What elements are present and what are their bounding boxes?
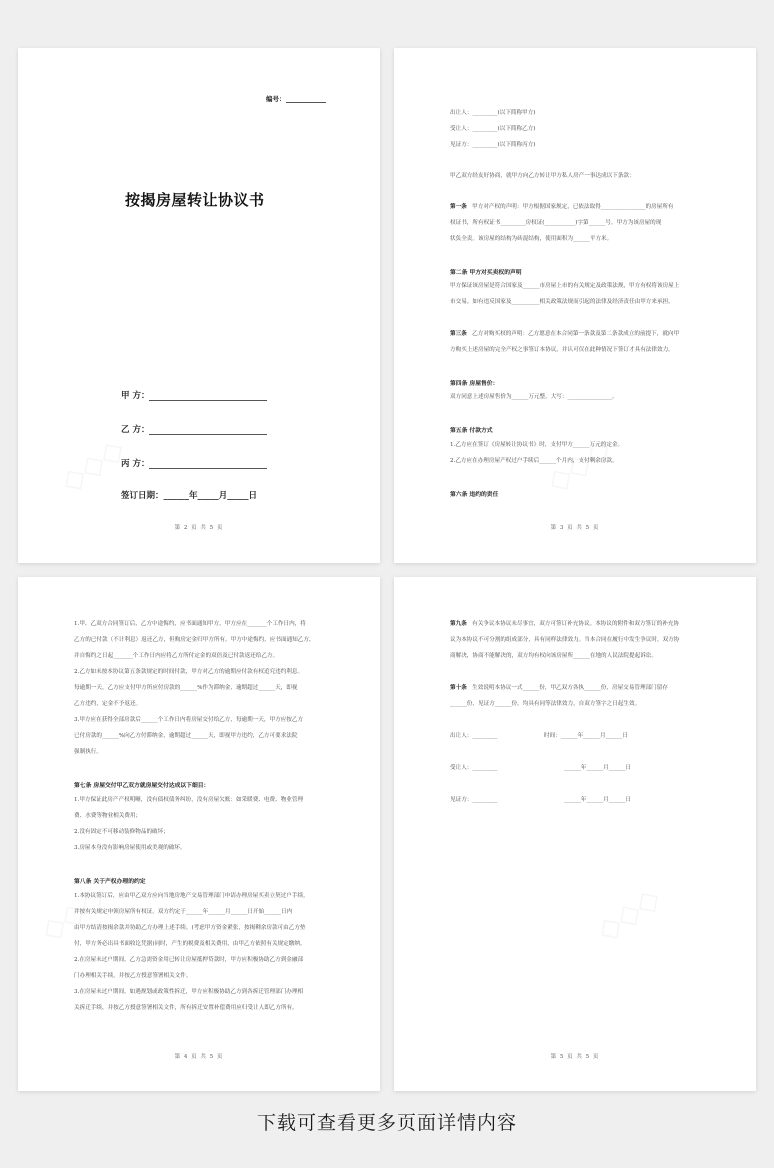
page-footer: 第 3 页 共 5 页 [550,525,600,531]
article-7-title: 第七条 房屋交付甲乙双方就房屋交付达成以下细目： [74,783,210,789]
article-9-line: 第九条 有关争议本协议未尽事宜，双方可签订补充协议。本协议的附件和双方签订的补充协 [450,621,680,627]
article-10-line: ______份，见证方______份，均具有同等法律效力，自双方签字之日起生效。 [450,701,641,707]
article-2-line: 甲方保证该房屋是符合国家及______市房屋上市的有关规定及政策法规，甲方有权将该房屋上 [450,283,680,289]
buyer-date: ______年______月______日 [564,765,632,771]
article-8-line: 门办理相关手续，并按乙方授意签署相关文件。 [74,973,192,979]
number-field: 编号： [266,92,326,103]
download-caption: 下载可查看更多页面详情内容 [256,1112,517,1134]
seller-date: 时间：______年______月______日 [544,733,628,739]
witness-date: ______年______月______日 [564,797,632,803]
party-b-field: 乙 方： [121,423,267,435]
page-footer: 第 2 页 共 5 页 [174,525,224,531]
article-9-line: 议为本协议不可分割的组成部分，具有同样法律效力。当本合同在履行中发生争议时，双方协 [450,637,680,643]
article-8-line: 关拆迁手续，并按乙方授意签署相关文件，所有拆迁安置补偿费用应归受让人即乙方所有。 [74,1005,298,1011]
article-7-line: 2.没有固定不可移动装修物品的破坏； [74,829,169,835]
article-8-line: 并按有关规定申领房屋所有权证。双方约定于______年______月______日开始______日内 [74,909,293,915]
paragraph-line: 强制执行。 [74,749,102,755]
party-a-field: 甲 方： [121,389,267,401]
article-8-line: 2.在房屋未过户期间，乙方急需资金用已转让房屋抵押贷款时，甲方应积极协助乙方到金融部 [74,957,304,963]
article-1-line: 状负全责。该房屋的结构为砖混结构，使用面积为______平方米。 [450,236,613,242]
buyer-signature: 受让人：_________ [450,765,498,771]
article-5-line: 1.乙方应在签订《房屋转让协议书》时，支付甲方______万元的定金。 [450,442,624,448]
article-8-line: 3.在房屋未过户期间，如遇规划或政策性拆迁，甲方应积极协助乙方到各拆迁管理部门办理相 [74,989,304,995]
document-page-cover [18,48,380,563]
seller-signature: 出让人：_________ [450,733,498,739]
article-2-line: 市交易。如有违反国家及__________相关政策法规而引起的法律及经济责任由甲方来承担。 [450,299,674,305]
document-page-4 [18,577,380,1091]
article-8-line: 付，甲方务必出具书面收讫凭据)同时，产生的税费及相关费用，由甲乙方依照有关规定缴纳。 [74,941,306,947]
paragraph-line: 已付房款的______%向乙方付滞纳金，逾期超过______天，即视甲方违约，乙方可要求法院 [74,733,298,739]
paragraph-line: 1.甲、乙双方合同签订后，乙方中途悔约，应书面通知甲方，甲方应在_______个工作日内，将 [74,621,306,627]
intro-paragraph: 甲乙双方经友好协商，就甲方向乙方转让甲方私人房产一事达成以下条款： [450,173,635,179]
page-footer: 第 5 页 共 5 页 [550,1054,600,1060]
party-c-field: 丙 方： [121,457,267,469]
article-8-line: 1.本协议签订后，应由甲乙双方应向当地房地产交易管理部门申请办理房屋买卖立契过户手续， [74,893,309,899]
article-4-title: 第四条 房屋售价： [450,381,499,387]
document-page-3 [394,48,756,563]
article-4-line: 双方同意上述房屋售价为______万元整，大写：________________。 [450,394,618,400]
page-footer: 第 4 页 共 5 页 [174,1054,224,1060]
seller-line: 出让人：_________(以下简称甲方) [450,110,536,116]
article-9-line: 商解决，协商不能解决的，双方均有权向该房屋所______在地的人民法院提起诉讼。 [450,653,657,659]
paragraph-line: 并自悔约之日起_______个工作日内应将乙方所付定金的双倍及已付款返还给乙方。 [74,653,279,659]
document-title: 按揭房屋转让协议书 [125,191,265,209]
article-10-line: 第十条 生效说明本协议一式______份，甲乙双方各执______份，房屋交易管理部门留存 [450,685,668,691]
article-8-line: 由甲方结清按揭余款并协助乙方办理上述手续。(考虑甲方资金紧张，按揭剩余房款可由乙方垫 [74,925,306,931]
paragraph-line: 乙方的已付款（不计利息）返还乙方，但购房定金归甲方所有。甲方中途悔约，应书面通知乙方， [74,637,315,643]
document-page-5 [394,577,756,1091]
witness-signature: 见证方：_________ [450,797,498,803]
article-3-line: 方购买上述房屋的完全产权之事签订本协议，并认可仅在此种情况下签订才具有法律效力。 [450,347,674,353]
article-1-line: 第一条 甲方对产权的声明：甲方根据国家规定，已依法取得________________的房屋所有 [450,204,674,210]
paragraph-line: 乙方违约，定金不予返还。 [74,701,142,707]
article-5-title: 第五条 付款方式 [450,428,493,434]
buyer-line: 受让人：_________(以下简称乙方) [450,126,536,132]
article-5-line: 2.乙方应在办理房屋产权过户手续后______个月内，支付剩余房款。 [450,458,618,464]
article-6-title: 第六条 违约的责任 [450,492,499,498]
watermark [590,880,667,948]
article-7-line: 3.房屋本身没有影响房屋使用或美观的破坏。 [74,845,186,851]
article-1-line: 权证书，所有权证书_________房权证(___________)字第______号。甲方为该房屋的现 [450,220,662,226]
sign-date: 签订日期：______年_____月_____日 [121,491,258,501]
article-2-title: 第二条 甲方对买卖权的声明 [450,270,522,276]
article-7-line: 费、水费等物业相关费用； [74,813,142,819]
watermark [54,431,131,499]
paragraph-line: 每逾期一天，乙方应支付甲方所应付房款的______%作为滞纳金，逾期超过______天，即视 [74,685,298,691]
article-3-line: 第三条 乙方对购买权的声明：乙方愿意在本合同第一条款及第二条款成立的前提下，就向甲 [450,331,680,337]
article-7-line: 1.甲方保证此房产产权明晰，没有债权债务纠纷，没有房屋欠账：如采暖费、电费、物业管理 [74,797,304,803]
witness-line: 见证方：_________(以下简称丙方) [450,142,536,148]
paragraph-line: 3.甲方应在获得全部房款后______个工作日内将房屋交付给乙方，每逾期一天，甲方应按乙方 [74,717,304,723]
paragraph-line: 2.乙方如未按本协议第五条款规定的时间付款，甲方对乙方的逾期应付款有权追究违约利息。 [74,669,304,675]
article-8-title: 第八条 关于产权办理的约定 [74,879,146,885]
